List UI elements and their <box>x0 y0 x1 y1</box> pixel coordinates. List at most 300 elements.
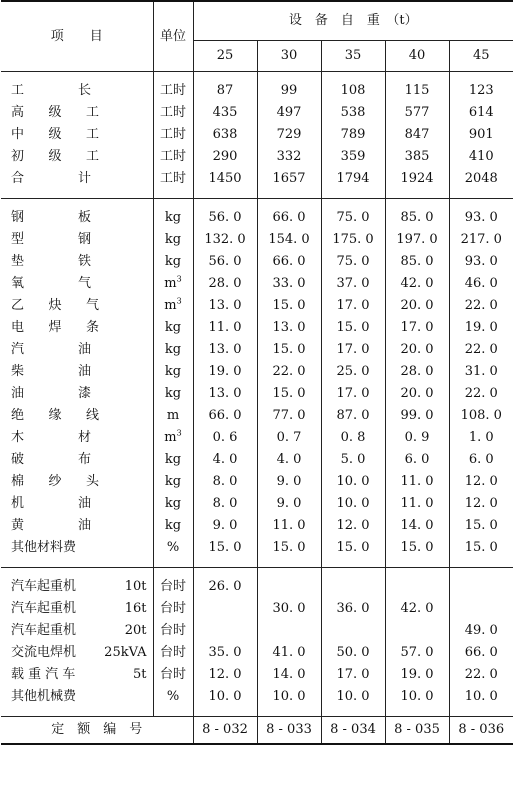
value-cell: 28. 0 <box>385 361 449 383</box>
value-cell <box>257 620 321 642</box>
value-cell: 26. 0 <box>193 576 257 598</box>
value-cell: 435 <box>193 102 257 124</box>
value-cell: 17. 0 <box>321 664 385 686</box>
value-cell: 66. 0 <box>449 642 513 664</box>
material-row <box>1 295 513 317</box>
value-cell: 0. 8 <box>321 427 385 449</box>
unit-cell: kg <box>153 383 193 405</box>
unit-cell: kg <box>153 515 193 537</box>
value-cell: 37. 0 <box>321 273 385 295</box>
unit-cell: kg <box>153 229 193 251</box>
value-cell: 15. 0 <box>257 339 321 361</box>
value-cell: 4. 0 <box>193 449 257 471</box>
value-cell: 28. 0 <box>193 273 257 295</box>
value-cell: 154. 0 <box>257 229 321 251</box>
value-cell <box>193 598 257 620</box>
value-cell: 15. 0 <box>257 537 321 559</box>
value-cell: 20. 0 <box>385 339 449 361</box>
labor-row <box>1 102 513 124</box>
value-cell: 0. 9 <box>385 427 449 449</box>
spacer-row <box>1 199 513 208</box>
value-cell: 99 <box>257 80 321 102</box>
value-cell: 847 <box>385 124 449 146</box>
unit-header: 单位 <box>153 1 193 72</box>
value-cell: 5. 0 <box>321 449 385 471</box>
value-cell: 108 <box>321 80 385 102</box>
machine-row <box>1 620 513 642</box>
material-row <box>1 537 513 559</box>
value-cell: 12. 0 <box>449 471 513 493</box>
value-cell: 87 <box>193 80 257 102</box>
weight-header: 25 <box>193 41 257 72</box>
unit-cell: m <box>153 405 193 427</box>
value-cell: 57. 0 <box>385 642 449 664</box>
item-name-char: 气 <box>77 276 91 291</box>
item-name-char: 破 <box>11 452 25 467</box>
item-name-char: 级 <box>48 149 62 164</box>
value-cell: 1450 <box>193 168 257 190</box>
value-cell: 25. 0 <box>321 361 385 383</box>
item-name-char: 棉 <box>11 474 25 489</box>
item-name-char: 级 <box>48 105 62 120</box>
value-cell: 15. 0 <box>449 537 513 559</box>
value-cell: 2048 <box>449 168 513 190</box>
value-cell: 93. 0 <box>449 251 513 273</box>
material-row <box>1 339 513 361</box>
item-name-char: 气 <box>85 298 99 313</box>
value-cell: 4. 0 <box>257 449 321 471</box>
unit-cell: kg <box>153 471 193 493</box>
value-cell: 35. 0 <box>193 642 257 664</box>
item-name-char: 工 <box>85 105 99 120</box>
unit-cell: 台时 <box>153 598 193 620</box>
material-row <box>1 427 513 449</box>
machine-name <box>1 576 153 598</box>
value-cell: 17. 0 <box>321 383 385 405</box>
item-name <box>1 493 153 515</box>
value-cell <box>321 620 385 642</box>
value-cell: 66. 0 <box>193 405 257 427</box>
value-cell: 75. 0 <box>321 251 385 273</box>
material-row <box>1 471 513 493</box>
unit-cell: kg <box>153 493 193 515</box>
value-cell: 9. 0 <box>257 493 321 515</box>
unit-cell: 工时 <box>153 146 193 168</box>
value-cell: 8. 0 <box>193 471 257 493</box>
value-cell: 10. 0 <box>321 493 385 515</box>
value-cell: 789 <box>321 124 385 146</box>
machine-label: 汽车起重机 <box>11 579 77 594</box>
value-cell: 108. 0 <box>449 405 513 427</box>
item-name <box>1 295 153 317</box>
value-cell: 56. 0 <box>193 251 257 273</box>
value-cell <box>385 620 449 642</box>
item-name-char: 电 <box>11 320 25 335</box>
value-cell: 15. 0 <box>193 537 257 559</box>
item-name <box>1 383 153 405</box>
value-cell: 1. 0 <box>449 427 513 449</box>
item-name-char: 中 <box>11 127 25 142</box>
value-cell: 15. 0 <box>257 383 321 405</box>
labor-row <box>1 146 513 168</box>
item-name-char: 合 <box>11 171 25 186</box>
value-cell: 638 <box>193 124 257 146</box>
value-cell <box>385 576 449 598</box>
value-cell: 359 <box>321 146 385 168</box>
unit-cell: % <box>153 537 193 559</box>
unit-cell: $m^3$ <box>153 427 193 449</box>
machine-row <box>1 642 513 664</box>
machine-row <box>1 664 513 686</box>
value-cell: 19. 0 <box>449 317 513 339</box>
item-name-char: 漆 <box>77 386 91 401</box>
value-cell: 22. 0 <box>449 339 513 361</box>
item-name-char: 油 <box>77 496 91 511</box>
item-name-char: 乙 <box>11 298 25 313</box>
value-cell: 19. 0 <box>193 361 257 383</box>
value-cell: 75. 0 <box>321 207 385 229</box>
value-cell: 85. 0 <box>385 207 449 229</box>
material-row <box>1 207 513 229</box>
item-name <box>1 146 153 168</box>
unit-cell: % <box>153 686 193 708</box>
value-cell: 8. 0 <box>193 493 257 515</box>
value-cell: 15. 0 <box>385 537 449 559</box>
value-cell: 22. 0 <box>449 295 513 317</box>
material-row <box>1 405 513 427</box>
value-cell: 33. 0 <box>257 273 321 295</box>
material-section <box>1 199 513 568</box>
item-name <box>1 515 153 537</box>
value-cell: 46. 0 <box>449 273 513 295</box>
item-name <box>1 361 153 383</box>
value-cell: 99. 0 <box>385 405 449 427</box>
machine-spec: 5t <box>133 667 147 682</box>
weight-header: 30 <box>257 41 321 72</box>
machine-row <box>1 598 513 620</box>
unit-cell: kg <box>153 207 193 229</box>
value-cell: 22. 0 <box>449 664 513 686</box>
quota-code: 8 - 033 <box>257 717 321 745</box>
value-cell: 14. 0 <box>385 515 449 537</box>
value-cell: 1794 <box>321 168 385 190</box>
material-row <box>1 449 513 471</box>
item-name-char: 计 <box>77 171 91 186</box>
material-row <box>1 317 513 339</box>
value-cell: 20. 0 <box>385 383 449 405</box>
item-name-char: 木 <box>11 430 25 445</box>
labor-section <box>1 72 513 199</box>
item-name <box>1 449 153 471</box>
machine-section <box>1 568 513 717</box>
quota-code: 8 - 036 <box>449 717 513 745</box>
machine-label: 载 重 汽 车 <box>11 667 76 682</box>
value-cell: 17. 0 <box>385 317 449 339</box>
unit-cell: 台时 <box>153 642 193 664</box>
value-cell: 115 <box>385 80 449 102</box>
value-cell: 11. 0 <box>385 493 449 515</box>
value-cell: 175. 0 <box>321 229 385 251</box>
value-cell <box>257 576 321 598</box>
value-cell: 11. 0 <box>257 515 321 537</box>
value-cell: 20. 0 <box>385 295 449 317</box>
value-cell: 13. 0 <box>193 295 257 317</box>
quota-code: 8 - 032 <box>193 717 257 745</box>
value-cell: 614 <box>449 102 513 124</box>
item-name-char: 线 <box>85 408 99 423</box>
labor-row <box>1 168 513 190</box>
item-name <box>1 273 153 295</box>
value-cell: 11. 0 <box>193 317 257 339</box>
unit-cell: 工时 <box>153 168 193 190</box>
item-name <box>1 80 153 102</box>
value-cell <box>321 576 385 598</box>
value-cell: 87. 0 <box>321 405 385 427</box>
value-cell: 66. 0 <box>257 251 321 273</box>
item-name-char: 缘 <box>48 408 62 423</box>
item-name <box>1 405 153 427</box>
value-cell: 729 <box>257 124 321 146</box>
value-cell: 1924 <box>385 168 449 190</box>
item-name-char: 工 <box>85 149 99 164</box>
value-cell: 15. 0 <box>321 317 385 339</box>
value-cell: 0. 6 <box>193 427 257 449</box>
item-name-char: 纱 <box>48 474 62 489</box>
value-cell: 56. 0 <box>193 207 257 229</box>
unit-cell: 台时 <box>153 576 193 598</box>
value-cell: 217. 0 <box>449 229 513 251</box>
value-cell: 901 <box>449 124 513 146</box>
material-row <box>1 229 513 251</box>
material-row <box>1 383 513 405</box>
item-name <box>1 207 153 229</box>
value-cell: 42. 0 <box>385 273 449 295</box>
item-name-char: 其他材料费 <box>11 540 77 555</box>
value-cell: 14. 0 <box>257 664 321 686</box>
machine-label: 交流电焊机 <box>11 645 77 660</box>
value-cell: 13. 0 <box>257 317 321 339</box>
spacer-row <box>1 568 513 577</box>
item-name <box>1 537 153 559</box>
labor-row <box>1 80 513 102</box>
value-cell: 66. 0 <box>257 207 321 229</box>
material-row <box>1 361 513 383</box>
value-cell: 10. 0 <box>257 686 321 708</box>
value-cell: 36. 0 <box>321 598 385 620</box>
item-header: 项 目 <box>50 28 103 44</box>
item-name-char: 钢 <box>77 232 91 247</box>
value-cell: 13. 0 <box>193 383 257 405</box>
item-name-char: 油 <box>77 364 91 379</box>
value-cell: 10. 0 <box>321 686 385 708</box>
value-cell: 12. 0 <box>449 493 513 515</box>
spacer-row <box>1 72 513 81</box>
value-cell: 22. 0 <box>449 383 513 405</box>
machine-name <box>1 620 153 642</box>
machine-row <box>1 686 513 708</box>
item-name-char: 黄 <box>11 518 25 533</box>
machine-spec: 20t <box>124 623 147 638</box>
value-cell: 123 <box>449 80 513 102</box>
value-cell: 0. 7 <box>257 427 321 449</box>
value-cell: 41. 0 <box>257 642 321 664</box>
item-name-char: 钢 <box>11 210 25 225</box>
unit-cell: 工时 <box>153 102 193 124</box>
item-name-char: 头 <box>85 474 99 489</box>
labor-row <box>1 124 513 146</box>
item-name-char: 汽 <box>11 342 25 357</box>
value-cell: 22. 0 <box>257 361 321 383</box>
item-name-char: 条 <box>85 320 99 335</box>
item-name-char: 布 <box>77 452 91 467</box>
spacer-row <box>1 559 513 568</box>
unit-cell: 工时 <box>153 80 193 102</box>
value-cell: 49. 0 <box>449 620 513 642</box>
machine-spec: 16t <box>124 601 147 616</box>
unit-cell: kg <box>153 361 193 383</box>
value-cell: 42. 0 <box>385 598 449 620</box>
item-name-char: 高 <box>11 105 25 120</box>
value-cell: 15. 0 <box>449 515 513 537</box>
material-row <box>1 273 513 295</box>
value-cell: 77. 0 <box>257 405 321 427</box>
value-cell: 132. 0 <box>193 229 257 251</box>
value-cell: 1657 <box>257 168 321 190</box>
item-name <box>1 251 153 273</box>
machine-name <box>1 598 153 620</box>
machine-spec: 10t <box>124 579 147 594</box>
value-cell: 410 <box>449 146 513 168</box>
value-cell: 15. 0 <box>321 537 385 559</box>
material-row <box>1 515 513 537</box>
item-name <box>1 317 153 339</box>
value-cell: 6. 0 <box>385 449 449 471</box>
quota-table <box>1 0 513 745</box>
value-cell <box>449 576 513 598</box>
machine-spec: 25kVA <box>104 645 147 660</box>
item-name-char: 板 <box>77 210 91 225</box>
unit-cell: 台时 <box>153 620 193 642</box>
item-name-char: 级 <box>48 127 62 142</box>
value-cell: 10. 0 <box>321 471 385 493</box>
item-name-char: 绝 <box>11 408 25 423</box>
value-cell: 85. 0 <box>385 251 449 273</box>
item-name-char: 工 <box>85 127 99 142</box>
unit-cell: $m^3$ <box>153 295 193 317</box>
machine-name <box>1 642 153 664</box>
value-cell: 17. 0 <box>321 339 385 361</box>
machine-label: 汽车起重机 <box>11 601 77 616</box>
unit-cell: kg <box>153 339 193 361</box>
item-name-char: 氧 <box>11 276 25 291</box>
item-name <box>1 471 153 493</box>
item-name-char: 焊 <box>48 320 62 335</box>
value-cell: 12. 0 <box>321 515 385 537</box>
value-cell: 9. 0 <box>193 515 257 537</box>
item-name-char: 工 <box>11 83 25 98</box>
item-name <box>1 229 153 251</box>
weight-header: 35 <box>321 41 385 72</box>
value-cell: 9. 0 <box>257 471 321 493</box>
value-cell: 10. 0 <box>449 686 513 708</box>
value-cell: 577 <box>385 102 449 124</box>
quota-code-label: 定 额 编 号 <box>1 717 193 745</box>
quota-code-row <box>1 717 513 745</box>
machine-label: 其他机械费 <box>11 689 77 704</box>
item-name-char: 机 <box>11 496 25 511</box>
unit-cell: kg <box>153 449 193 471</box>
unit-cell: 工时 <box>153 124 193 146</box>
value-cell: 17. 0 <box>321 295 385 317</box>
item-name <box>1 339 153 361</box>
machine-name <box>1 664 153 686</box>
value-cell: 93. 0 <box>449 207 513 229</box>
material-row <box>1 251 513 273</box>
item-name-char: 长 <box>77 83 91 98</box>
item-name-char: 型 <box>11 232 25 247</box>
value-cell: 15. 0 <box>257 295 321 317</box>
item-name-char: 油 <box>77 518 91 533</box>
value-cell: 12. 0 <box>193 664 257 686</box>
item-name-char: 油 <box>77 342 91 357</box>
value-cell: 538 <box>321 102 385 124</box>
value-cell: 10. 0 <box>193 686 257 708</box>
value-cell: 19. 0 <box>385 664 449 686</box>
value-cell: 30. 0 <box>257 598 321 620</box>
value-cell: 6. 0 <box>449 449 513 471</box>
item-name-char: 垫 <box>11 254 25 269</box>
unit-cell: kg <box>153 317 193 339</box>
quota-code: 8 - 035 <box>385 717 449 745</box>
item-name <box>1 124 153 146</box>
value-cell: 290 <box>193 146 257 168</box>
value-cell: 13. 0 <box>193 339 257 361</box>
item-name-char: 柴 <box>11 364 25 379</box>
value-cell: 50. 0 <box>321 642 385 664</box>
value-cell <box>449 598 513 620</box>
value-cell: 10. 0 <box>385 686 449 708</box>
item-name <box>1 102 153 124</box>
weight-header: 40 <box>385 41 449 72</box>
item-name <box>1 427 153 449</box>
value-cell <box>193 620 257 642</box>
value-cell: 11. 0 <box>385 471 449 493</box>
item-name-char: 油 <box>11 386 25 401</box>
machine-label: 汽车起重机 <box>11 623 77 638</box>
spacer-row <box>1 708 513 717</box>
machine-row <box>1 576 513 598</box>
value-cell: 385 <box>385 146 449 168</box>
unit-cell: $m^3$ <box>153 273 193 295</box>
value-cell: 197. 0 <box>385 229 449 251</box>
unit-cell: 台时 <box>153 664 193 686</box>
value-cell: 497 <box>257 102 321 124</box>
material-row <box>1 493 513 515</box>
item-name-char: 炔 <box>48 298 62 313</box>
spacer-row <box>1 190 513 199</box>
machine-name <box>1 686 153 708</box>
item-name-char: 材 <box>77 430 91 445</box>
item-name <box>1 168 153 190</box>
weight-group-header: 设 备 自 重 （t） <box>193 1 513 41</box>
item-name-char: 铁 <box>77 254 91 269</box>
value-cell: 332 <box>257 146 321 168</box>
value-cell: 31. 0 <box>449 361 513 383</box>
unit-cell: kg <box>153 251 193 273</box>
quota-code: 8 - 034 <box>321 717 385 745</box>
item-name-char: 初 <box>11 149 25 164</box>
weight-header: 45 <box>449 41 513 72</box>
